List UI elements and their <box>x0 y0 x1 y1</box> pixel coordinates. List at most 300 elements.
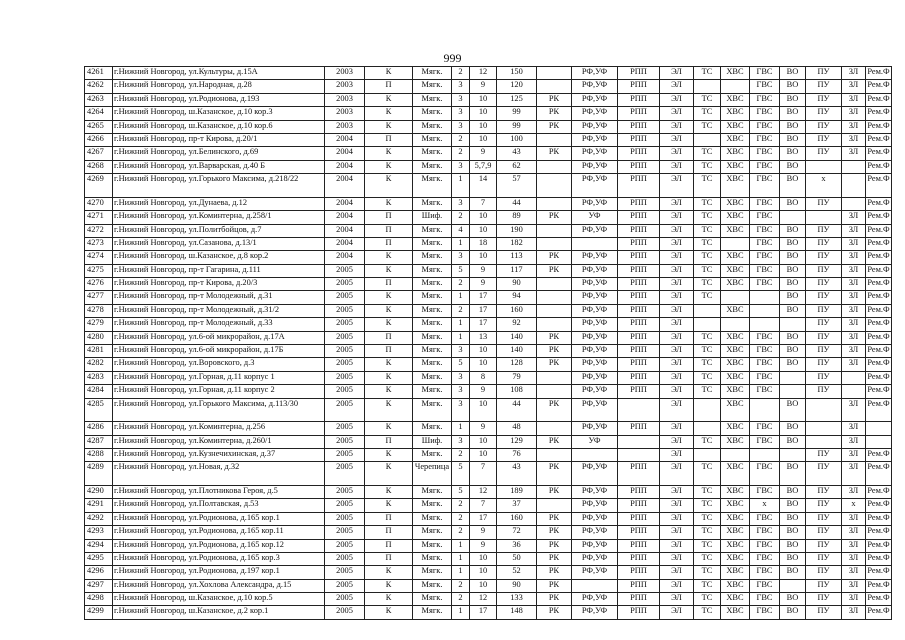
wall-type-cell: К <box>365 174 413 198</box>
wall-type-cell: К <box>365 462 413 486</box>
year-cell: 2003 <box>325 120 365 133</box>
area-cell: 90 <box>497 278 537 291</box>
gvs-cell: ГВС <box>750 512 780 525</box>
area-cell: 129 <box>497 435 537 448</box>
zl-cell: ЗЛ <box>842 593 866 606</box>
table-row <box>85 237 892 250</box>
area-cell: 72 <box>497 526 537 539</box>
floors-cell: 5 <box>452 264 470 277</box>
vo-cell: ВО <box>780 93 806 106</box>
pu-cell: ПУ <box>806 264 842 277</box>
gvs-cell: ГВС <box>750 278 780 291</box>
wall-type-cell: П <box>365 211 413 224</box>
vo-cell <box>780 211 806 224</box>
roof-type-cell: Мягк. <box>413 133 452 146</box>
rf-uf-cell: РФ,УФ <box>572 358 618 371</box>
rem-f-cell: Рем.Ф <box>866 67 892 80</box>
roof-type-cell: Мягк. <box>413 67 452 80</box>
el-cell: ЭЛ <box>660 331 694 344</box>
rem-f-cell: Рем.Ф <box>866 552 892 565</box>
rk-cell: РК <box>537 358 572 371</box>
roof-type-cell: Мягк. <box>413 264 452 277</box>
rem-f-cell: Рем.Ф <box>866 539 892 552</box>
year-cell: 2005 <box>325 462 365 486</box>
table-row <box>85 448 892 461</box>
hvs-cell: ХВС <box>721 67 750 80</box>
floors-cell: 1 <box>452 566 470 579</box>
year-cell: 2004 <box>325 224 365 237</box>
hvs-cell: ХВС <box>721 422 750 435</box>
rpp-cell: РПП <box>618 80 660 93</box>
units-cell: 10 <box>470 120 497 133</box>
hvs-cell: ХВС <box>721 120 750 133</box>
pu-cell: ПУ <box>806 278 842 291</box>
pu-cell: ПУ <box>806 512 842 525</box>
roof-type-cell: Мягк. <box>413 224 452 237</box>
vo-cell: ВО <box>780 67 806 80</box>
rpp-cell: РПП <box>618 174 660 198</box>
address-cell: г.Нижний Новгород, ул.Плотникова Героя, д.5 <box>113 485 325 498</box>
rf-uf-cell <box>572 579 618 592</box>
year-cell: 2003 <box>325 67 365 80</box>
rpp-cell: РПП <box>618 67 660 80</box>
year-cell: 2005 <box>325 264 365 277</box>
zl-cell: ЗЛ <box>842 512 866 525</box>
gvs-cell: х <box>750 499 780 512</box>
housing-register-table <box>84 66 892 620</box>
table-row <box>85 358 892 371</box>
address-cell: г.Нижний Новгород, ул.Родионова, д.193 <box>113 93 325 106</box>
rf-uf-cell: РФ,УФ <box>572 526 618 539</box>
vo-cell: ВО <box>780 224 806 237</box>
pu-cell: ПУ <box>806 120 842 133</box>
hvs-cell: ХВС <box>721 526 750 539</box>
address-cell: г.Нижний Новгород, пр-т Гагарина, д.111 <box>113 264 325 277</box>
row-number: 4299 <box>85 606 113 619</box>
address-cell: г.Нижний Новгород, ул.Родионова, д.165 кор.3 <box>113 552 325 565</box>
area-cell: 133 <box>497 593 537 606</box>
row-number: 4292 <box>85 512 113 525</box>
rf-uf-cell: РФ,УФ <box>572 499 618 512</box>
roof-type-cell: Мягк. <box>413 566 452 579</box>
zl-cell <box>842 371 866 384</box>
rem-f-cell: Рем.Ф <box>866 318 892 331</box>
floors-cell: 2 <box>452 499 470 512</box>
rk-cell: РК <box>537 147 572 160</box>
roof-type-cell: Мягк. <box>413 174 452 198</box>
address-cell: г.Нижний Новгород, ул.Воровского, д.3 <box>113 358 325 371</box>
ts-cell: ТС <box>694 593 721 606</box>
rpp-cell: РПП <box>618 606 660 619</box>
wall-type-cell: К <box>365 120 413 133</box>
address-cell: г.Нижний Новгород, ш.Казанское, д.10 кор.3 <box>113 107 325 120</box>
gvs-cell: ГВС <box>750 606 780 619</box>
el-cell: ЭЛ <box>660 485 694 498</box>
area-cell: 52 <box>497 566 537 579</box>
gvs-cell: ГВС <box>750 251 780 264</box>
floors-cell: 3 <box>452 371 470 384</box>
address-cell: г.Нижний Новгород, ул.Дунаева, д.12 <box>113 197 325 210</box>
table-row <box>85 579 892 592</box>
wall-type-cell: П <box>365 224 413 237</box>
ts-cell: ТС <box>694 345 721 358</box>
floors-cell: 1 <box>452 174 470 198</box>
roof-type-cell: Мягк. <box>413 552 452 565</box>
table-row <box>85 512 892 525</box>
address-cell: г.Нижний Новгород, ул.Коминтерна, д.260/1 <box>113 435 325 448</box>
row-number: 4267 <box>85 147 113 160</box>
vo-cell: ВО <box>780 422 806 435</box>
wall-type-cell: П <box>365 526 413 539</box>
table-row <box>85 435 892 448</box>
rpp-cell: РПП <box>618 512 660 525</box>
rf-uf-cell: РФ,УФ <box>572 566 618 579</box>
rk-cell: РК <box>537 606 572 619</box>
el-cell: ЭЛ <box>660 264 694 277</box>
units-cell: 12 <box>470 485 497 498</box>
ts-cell: ТС <box>694 67 721 80</box>
row-number: 4297 <box>85 579 113 592</box>
gvs-cell: ГВС <box>750 345 780 358</box>
year-cell: 2003 <box>325 80 365 93</box>
rem-f-cell: Рем.Ф <box>866 593 892 606</box>
year-cell: 2004 <box>325 133 365 146</box>
el-cell: ЭЛ <box>660 398 694 422</box>
wall-type-cell: П <box>365 435 413 448</box>
wall-type-cell: К <box>365 264 413 277</box>
units-cell: 12 <box>470 67 497 80</box>
pu-cell: ПУ <box>806 251 842 264</box>
table-row <box>85 107 892 120</box>
gvs-cell: ГВС <box>750 435 780 448</box>
rf-uf-cell: РФ,УФ <box>572 197 618 210</box>
units-cell: 10 <box>470 579 497 592</box>
rk-cell <box>537 80 572 93</box>
rpp-cell: РПП <box>618 264 660 277</box>
pu-cell: ПУ <box>806 304 842 317</box>
row-number: 4269 <box>85 174 113 198</box>
roof-type-cell: Мягк. <box>413 318 452 331</box>
vo-cell: ВО <box>780 398 806 422</box>
el-cell: ЭЛ <box>660 67 694 80</box>
pu-cell <box>806 160 842 173</box>
area-cell: 57 <box>497 174 537 198</box>
el-cell: ЭЛ <box>660 160 694 173</box>
ts-cell: ТС <box>694 566 721 579</box>
units-cell: 10 <box>470 93 497 106</box>
area-cell: 50 <box>497 552 537 565</box>
row-number: 4296 <box>85 566 113 579</box>
el-cell: ЭЛ <box>660 552 694 565</box>
rem-f-cell: Рем.Ф <box>866 264 892 277</box>
pu-cell: ПУ <box>806 197 842 210</box>
rem-f-cell: Рем.Ф <box>866 358 892 371</box>
units-cell: 10 <box>470 566 497 579</box>
rk-cell: РК <box>537 211 572 224</box>
table-row <box>85 566 892 579</box>
el-cell: ЭЛ <box>660 385 694 398</box>
address-cell: г.Нижний Новгород, ул.Хохлова Александра, д.15 <box>113 579 325 592</box>
pu-cell: х <box>806 174 842 198</box>
units-cell: 9 <box>470 526 497 539</box>
ts-cell: ТС <box>694 291 721 304</box>
roof-type-cell: Мягк. <box>413 160 452 173</box>
row-number: 4291 <box>85 499 113 512</box>
hvs-cell: ХВС <box>721 107 750 120</box>
ts-cell: ТС <box>694 197 721 210</box>
rf-uf-cell: РФ,УФ <box>572 331 618 344</box>
floors-cell: 1 <box>452 552 470 565</box>
gvs-cell: ГВС <box>750 579 780 592</box>
rem-f-cell: Рем.Ф <box>866 278 892 291</box>
rpp-cell: РПП <box>618 211 660 224</box>
pu-cell: ПУ <box>806 345 842 358</box>
hvs-cell: ХВС <box>721 579 750 592</box>
wall-type-cell: К <box>365 385 413 398</box>
wall-type-cell: К <box>365 197 413 210</box>
ts-cell <box>694 133 721 146</box>
hvs-cell: ХВС <box>721 593 750 606</box>
units-cell: 8 <box>470 371 497 384</box>
row-number: 4272 <box>85 224 113 237</box>
el-cell: ЭЛ <box>660 304 694 317</box>
rk-cell <box>537 174 572 198</box>
year-cell: 2005 <box>325 552 365 565</box>
floors-cell: 3 <box>452 197 470 210</box>
rf-uf-cell: РФ,УФ <box>572 291 618 304</box>
zl-cell: ЗЛ <box>842 67 866 80</box>
area-cell: 113 <box>497 251 537 264</box>
roof-type-cell: Мягк. <box>413 606 452 619</box>
ts-cell: ТС <box>694 331 721 344</box>
area-cell: 44 <box>497 197 537 210</box>
row-number: 4280 <box>85 331 113 344</box>
zl-cell: ЗЛ <box>842 331 866 344</box>
zl-cell: ЗЛ <box>842 224 866 237</box>
address-cell: г.Нижний Новгород, ул.Родионова, д.165 кор.1 <box>113 512 325 525</box>
rpp-cell: РПП <box>618 251 660 264</box>
wall-type-cell: К <box>365 593 413 606</box>
zl-cell: ЗЛ <box>842 422 866 435</box>
pu-cell: ПУ <box>806 318 842 331</box>
zl-cell: ЗЛ <box>842 120 866 133</box>
roof-type-cell: Мягк. <box>413 371 452 384</box>
area-cell: 140 <box>497 345 537 358</box>
roof-type-cell: Мягк. <box>413 147 452 160</box>
roof-type-cell: Мягк. <box>413 107 452 120</box>
roof-type-cell: Мягк. <box>413 499 452 512</box>
rpp-cell: РПП <box>618 278 660 291</box>
rf-uf-cell: РФ,УФ <box>572 552 618 565</box>
rf-uf-cell: РФ,УФ <box>572 251 618 264</box>
floors-cell: 1 <box>452 331 470 344</box>
vo-cell <box>780 448 806 461</box>
vo-cell: ВО <box>780 331 806 344</box>
vo-cell: ВО <box>780 485 806 498</box>
rem-f-cell: Рем.Ф <box>866 499 892 512</box>
rf-uf-cell: РФ,УФ <box>572 422 618 435</box>
rpp-cell: РПП <box>618 291 660 304</box>
address-cell: г.Нижний Новгород, пр-т Молодежный, д.31/2 <box>113 304 325 317</box>
wall-type-cell: К <box>365 147 413 160</box>
roof-type-cell: Мягк. <box>413 291 452 304</box>
rk-cell <box>537 67 572 80</box>
el-cell: ЭЛ <box>660 147 694 160</box>
units-cell: 17 <box>470 606 497 619</box>
address-cell: г.Нижний Новгород, ул.Горького Максима, д.218/22 <box>113 174 325 198</box>
zl-cell: ЗЛ <box>842 358 866 371</box>
hvs-cell: ХВС <box>721 174 750 198</box>
wall-type-cell: К <box>365 499 413 512</box>
rf-uf-cell: РФ,УФ <box>572 174 618 198</box>
address-cell: г.Нижний Новгород, ул.Культуры, д.15А <box>113 67 325 80</box>
units-cell: 17 <box>470 304 497 317</box>
units-cell: 9 <box>470 385 497 398</box>
gvs-cell: ГВС <box>750 147 780 160</box>
gvs-cell <box>750 398 780 422</box>
rk-cell: РК <box>537 512 572 525</box>
address-cell: г.Нижний Новгород, ул.Кузнечихинская, д.37 <box>113 448 325 461</box>
floors-cell: 2 <box>452 593 470 606</box>
hvs-cell: ХВС <box>721 211 750 224</box>
hvs-cell: ХВС <box>721 512 750 525</box>
address-cell: г.Нижний Новгород, ш.Казанское, д.8 кор.2 <box>113 251 325 264</box>
vo-cell: ВО <box>780 345 806 358</box>
pu-cell: ПУ <box>806 566 842 579</box>
rem-f-cell: Рем.Ф <box>866 147 892 160</box>
rf-uf-cell: РФ,УФ <box>572 318 618 331</box>
ts-cell: ТС <box>694 385 721 398</box>
roof-type-cell: Мягк. <box>413 398 452 422</box>
floors-cell: 3 <box>452 251 470 264</box>
ts-cell: ТС <box>694 174 721 198</box>
hvs-cell: ХВС <box>721 539 750 552</box>
address-cell: г.Нижний Новгород, ул.Варварская, д.40 Б <box>113 160 325 173</box>
vo-cell: ВО <box>780 278 806 291</box>
row-number: 4288 <box>85 448 113 461</box>
vo-cell: ВО <box>780 539 806 552</box>
el-cell: ЭЛ <box>660 224 694 237</box>
pu-cell: ПУ <box>806 331 842 344</box>
gvs-cell: ГВС <box>750 422 780 435</box>
rk-cell: РК <box>537 120 572 133</box>
row-number: 4286 <box>85 422 113 435</box>
vo-cell: ВО <box>780 566 806 579</box>
area-cell: 99 <box>497 120 537 133</box>
floors-cell: 4 <box>452 224 470 237</box>
row-number: 4270 <box>85 197 113 210</box>
roof-type-cell: Мягк. <box>413 93 452 106</box>
units-cell: 5,7,9 <box>470 160 497 173</box>
wall-type-cell: П <box>365 512 413 525</box>
rem-f-cell: Рем.Ф <box>866 120 892 133</box>
floors-cell: 1 <box>452 422 470 435</box>
year-cell: 2004 <box>325 211 365 224</box>
year-cell: 2004 <box>325 160 365 173</box>
vo-cell: ВО <box>780 526 806 539</box>
wall-type-cell: К <box>365 371 413 384</box>
area-cell: 99 <box>497 107 537 120</box>
address-cell: г.Нижний Новгород, ул.Горная, д.11 корпус 2 <box>113 385 325 398</box>
rpp-cell: РПП <box>618 147 660 160</box>
zl-cell: ЗЛ <box>842 93 866 106</box>
table-row <box>85 422 892 435</box>
table-row <box>85 539 892 552</box>
roof-type-cell: Шиф. <box>413 435 452 448</box>
row-number: 4276 <box>85 278 113 291</box>
rpp-cell: РПП <box>618 485 660 498</box>
year-cell: 2005 <box>325 385 365 398</box>
ts-cell: ТС <box>694 211 721 224</box>
area-cell: 89 <box>497 211 537 224</box>
year-cell: 2005 <box>325 593 365 606</box>
el-cell: ЭЛ <box>660 371 694 384</box>
zl-cell: ЗЛ <box>842 398 866 422</box>
gvs-cell: ГВС <box>750 358 780 371</box>
area-cell: 160 <box>497 512 537 525</box>
hvs-cell: ХВС <box>721 552 750 565</box>
row-number: 4263 <box>85 93 113 106</box>
wall-type-cell: К <box>365 93 413 106</box>
hvs-cell: ХВС <box>721 485 750 498</box>
roof-type-cell: Мягк. <box>413 237 452 250</box>
rpp-cell: РПП <box>618 579 660 592</box>
wall-type-cell: К <box>365 251 413 264</box>
area-cell: 120 <box>497 80 537 93</box>
table-row <box>85 499 892 512</box>
vo-cell: ВО <box>780 237 806 250</box>
vo-cell: ВО <box>780 107 806 120</box>
el-cell: ЭЛ <box>660 462 694 486</box>
rem-f-cell: Рем.Ф <box>866 291 892 304</box>
el-cell: ЭЛ <box>660 512 694 525</box>
floors-cell: 1 <box>452 539 470 552</box>
rem-f-cell: Рем.Ф <box>866 224 892 237</box>
el-cell: ЭЛ <box>660 593 694 606</box>
wall-type-cell: К <box>365 107 413 120</box>
hvs-cell: ХВС <box>721 264 750 277</box>
rf-uf-cell: РФ,УФ <box>572 147 618 160</box>
hvs-cell: ХВС <box>721 197 750 210</box>
wall-type-cell: К <box>365 566 413 579</box>
rk-cell <box>537 197 572 210</box>
row-number: 4278 <box>85 304 113 317</box>
rf-uf-cell: РФ,УФ <box>572 120 618 133</box>
units-cell: 9 <box>470 264 497 277</box>
area-cell: 90 <box>497 579 537 592</box>
address-cell: г.Нижний Новгород, ш.Казанское, д.10 кор.5 <box>113 593 325 606</box>
area-cell: 140 <box>497 331 537 344</box>
wall-type-cell: П <box>365 552 413 565</box>
area-cell: 92 <box>497 318 537 331</box>
table-row <box>85 385 892 398</box>
vo-cell <box>780 385 806 398</box>
rf-uf-cell: РФ,УФ <box>572 462 618 486</box>
rem-f-cell: Рем.Ф <box>866 512 892 525</box>
area-cell: 182 <box>497 237 537 250</box>
vo-cell: ВО <box>780 304 806 317</box>
floors-cell: 5 <box>452 485 470 498</box>
row-number: 4290 <box>85 485 113 498</box>
row-number: 4287 <box>85 435 113 448</box>
rk-cell <box>537 237 572 250</box>
pu-cell: ПУ <box>806 93 842 106</box>
address-cell: г.Нижний Новгород, ул.Коминтерна, д.258/1 <box>113 211 325 224</box>
rk-cell <box>537 291 572 304</box>
gvs-cell: ГВС <box>750 107 780 120</box>
units-cell: 12 <box>470 593 497 606</box>
el-cell: ЭЛ <box>660 318 694 331</box>
